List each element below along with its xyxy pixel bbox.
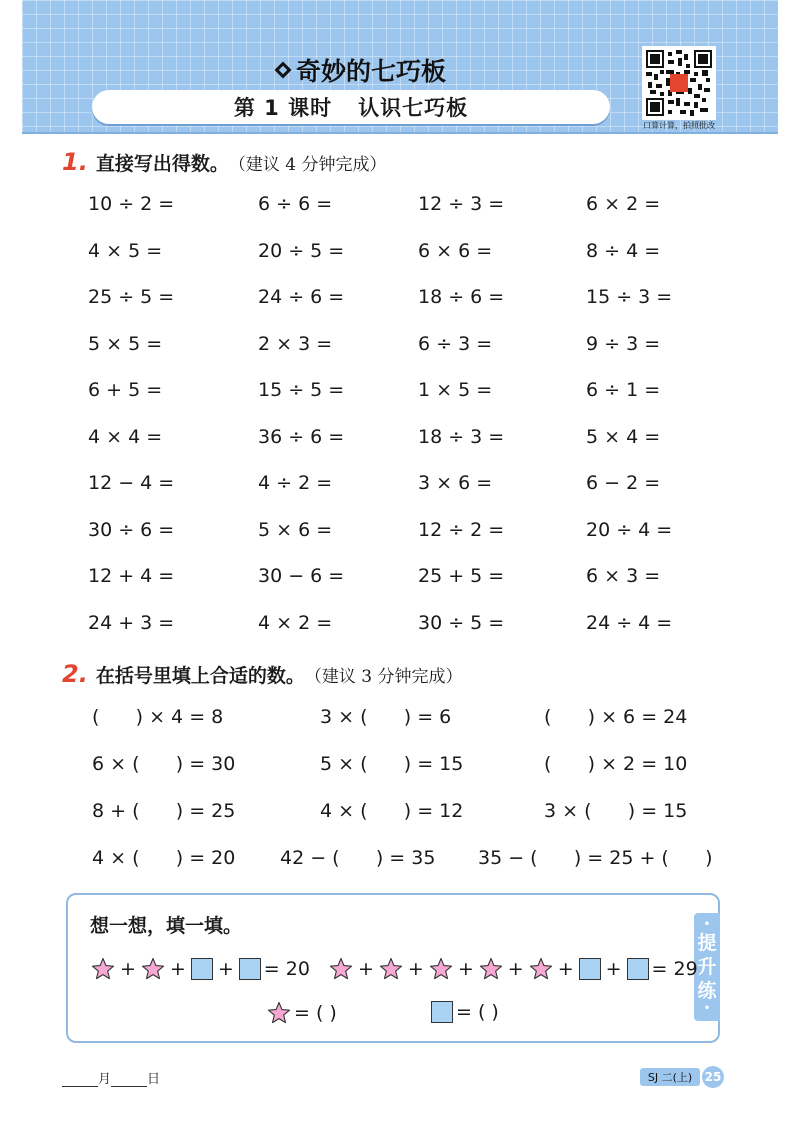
- problem-cell[interactable]: 30 ÷ 5 =: [418, 611, 505, 634]
- plus-sign: +: [169, 958, 186, 980]
- section2-title: [62, 660, 462, 688]
- fill-cell[interactable]: 6 × ( ) = 30: [92, 753, 236, 775]
- fill-cell[interactable]: 5 × ( ) = 15: [320, 753, 464, 775]
- plus-sign: +: [120, 958, 136, 980]
- star-icon: [479, 957, 503, 981]
- problem-cell[interactable]: 5 × 6 =: [258, 518, 333, 541]
- star-icon: [329, 957, 353, 981]
- problem-row: [0, 240, 800, 270]
- problem-row: [0, 472, 800, 502]
- problem-row: [0, 519, 800, 549]
- problem-cell[interactable]: 4 × 5 =: [88, 239, 163, 262]
- problem-cell[interactable]: 18 ÷ 3 =: [418, 425, 505, 448]
- problem-cell[interactable]: 30 ÷ 6 =: [88, 518, 175, 541]
- problem-cell[interactable]: 36 ÷ 6 =: [258, 425, 345, 448]
- date-field: [62, 1068, 160, 1087]
- problem-cell[interactable]: 6 + 5 =: [88, 379, 163, 401]
- problem-row: [0, 612, 800, 642]
- section1-title: [62, 148, 386, 176]
- lesson-number: 第 1 课时: [233, 96, 333, 120]
- section1-title-text: 直接写出得数。: [95, 153, 229, 175]
- problem-cell[interactable]: 5 × 4 =: [586, 425, 661, 448]
- side-tab-char: 升: [697, 956, 717, 978]
- lesson-name: 认识七巧板: [358, 96, 469, 120]
- plus-sign: +: [217, 958, 234, 980]
- problem-cell[interactable]: 24 ÷ 6 =: [258, 286, 345, 308]
- equation-1: [88, 957, 310, 981]
- problem-cell[interactable]: 15 ÷ 3 =: [586, 286, 673, 308]
- header-band: [22, 0, 778, 134]
- section2-number: 2.: [62, 660, 88, 688]
- problem-cell[interactable]: 25 + 5 =: [418, 565, 505, 587]
- plus-sign: +: [507, 958, 524, 980]
- problem-row: [0, 565, 800, 595]
- problem-cell[interactable]: 6 ÷ 1 =: [586, 379, 661, 401]
- section1-note: （建议 4 分钟完成）: [228, 155, 387, 175]
- unit-title: [274, 52, 446, 88]
- square-icon: [191, 958, 213, 980]
- problem-cell[interactable]: 5 × 5 =: [88, 332, 163, 355]
- problem-cell[interactable]: 6 × 2 =: [586, 193, 661, 215]
- problem-cell[interactable]: 30 − 6 =: [258, 565, 345, 587]
- plus-sign: +: [557, 958, 574, 980]
- problem-cell[interactable]: 8 ÷ 4 =: [586, 239, 661, 262]
- square-answer-line: [428, 1001, 499, 1023]
- star-icon: [141, 957, 165, 981]
- page-number: 25: [702, 1066, 724, 1088]
- problem-cell[interactable]: 25 ÷ 5 =: [88, 286, 175, 308]
- equation-2: [326, 957, 698, 981]
- problem-cell[interactable]: 1 × 5 =: [418, 379, 493, 401]
- fill-cell[interactable]: ( ) × 4 = 8: [92, 706, 224, 728]
- fill-cell[interactable]: ( ) × 2 = 10: [544, 753, 688, 775]
- problem-cell[interactable]: 12 ÷ 3 =: [418, 193, 505, 215]
- fill-row: [0, 800, 800, 830]
- side-tab-char: 练: [697, 980, 717, 1002]
- problem-cell[interactable]: 4 × 4 =: [88, 425, 163, 448]
- problem-row: [0, 426, 800, 456]
- fill-cell[interactable]: 4 × ( ) = 20: [92, 847, 236, 869]
- star-icon: [529, 957, 553, 981]
- month-label: 月: [98, 1072, 112, 1087]
- problem-cell[interactable]: 24 ÷ 4 =: [586, 611, 673, 634]
- plus-sign: +: [457, 958, 474, 980]
- equation-result: = 20: [263, 958, 310, 980]
- problem-cell[interactable]: 6 − 2 =: [586, 472, 661, 494]
- problem-cell[interactable]: 4 ÷ 2 =: [258, 472, 333, 494]
- section1-number: 1.: [62, 148, 88, 176]
- challenge-title: 想一想，填一填。: [90, 915, 243, 937]
- star-icon: [267, 1001, 291, 1025]
- problem-cell[interactable]: 6 × 3 =: [586, 565, 661, 587]
- problem-cell[interactable]: 3 × 6 =: [418, 472, 493, 494]
- problem-cell[interactable]: 20 ÷ 5 =: [258, 239, 345, 262]
- problem-cell[interactable]: 12 ÷ 2 =: [418, 518, 505, 541]
- diamond-icon: [274, 61, 292, 79]
- problem-cell[interactable]: 10 ÷ 2 =: [88, 193, 175, 215]
- problem-cell[interactable]: 6 ÷ 3 =: [418, 332, 493, 355]
- challenge-box: [66, 893, 720, 1043]
- fill-row: [0, 706, 800, 736]
- fill-row: [0, 753, 800, 783]
- qr-code-icon[interactable]: [642, 46, 716, 120]
- star-icon: [429, 957, 453, 981]
- problem-cell[interactable]: 12 + 4 =: [88, 565, 175, 587]
- fill-cell[interactable]: 42 − ( ) = 35: [280, 847, 436, 869]
- fill-row: [0, 847, 800, 877]
- month-blank[interactable]: [62, 1073, 98, 1087]
- star-answer-line: [264, 1001, 337, 1025]
- fill-cell[interactable]: 8 + ( ) = 25: [92, 800, 236, 822]
- problem-cell[interactable]: 6 × 6 =: [418, 239, 493, 262]
- fill-cell[interactable]: 3 × ( ) = 6: [320, 706, 452, 728]
- fill-cell[interactable]: 35 − ( ) = 25 + ( ): [478, 847, 713, 869]
- fill-cell[interactable]: 4 × ( ) = 12: [320, 800, 464, 822]
- square-icon: [239, 958, 261, 980]
- problem-cell[interactable]: 12 − 4 =: [88, 472, 175, 494]
- star-icon: [91, 957, 115, 981]
- problem-row: [0, 333, 800, 363]
- fill-cell[interactable]: ( ) × 6 = 24: [544, 706, 688, 728]
- problem-cell[interactable]: 18 ÷ 6 =: [418, 286, 505, 308]
- equation-result: = 29: [651, 958, 698, 980]
- square-answer[interactable]: = ( ): [456, 1001, 499, 1023]
- problem-cell[interactable]: 2 × 3 =: [258, 332, 333, 355]
- section2-title-text: 在括号里填上合适的数。: [95, 665, 305, 687]
- square-icon: [579, 958, 601, 980]
- problem-cell[interactable]: 9 ÷ 3 =: [586, 332, 661, 355]
- square-icon: [431, 1001, 453, 1023]
- problem-cell[interactable]: 15 ÷ 5 =: [258, 379, 345, 401]
- side-tab-char: 提: [697, 932, 717, 954]
- plus-sign: +: [407, 958, 424, 980]
- square-icon: [627, 958, 649, 980]
- book-code: SJ 二(上): [640, 1068, 700, 1086]
- star-answer[interactable]: = ( ): [294, 1002, 337, 1024]
- lesson-title-bar: [92, 90, 610, 124]
- problem-row: [0, 379, 800, 409]
- star-icon: [379, 957, 403, 981]
- plus-sign: +: [605, 958, 622, 980]
- plus-sign: +: [358, 958, 374, 980]
- problem-cell[interactable]: 24 + 3 =: [88, 611, 175, 634]
- side-tab-upgrade: • 提 升 练 •: [694, 913, 720, 1021]
- problem-cell[interactable]: 20 ÷ 4 =: [586, 518, 673, 541]
- day-blank[interactable]: [111, 1073, 147, 1087]
- problem-row: [0, 286, 800, 316]
- unit-title-text: 奇妙的七巧板: [296, 57, 447, 86]
- fill-cell[interactable]: 3 × ( ) = 15: [544, 800, 688, 822]
- problem-cell[interactable]: 6 ÷ 6 =: [258, 193, 333, 215]
- problem-row: [0, 193, 800, 223]
- section2-note: （建议 3 分钟完成）: [304, 667, 463, 687]
- problem-cell[interactable]: 4 × 2 =: [258, 611, 333, 634]
- qr-caption: 口算计算，拍照批改: [643, 121, 715, 130]
- day-label: 日: [147, 1072, 161, 1087]
